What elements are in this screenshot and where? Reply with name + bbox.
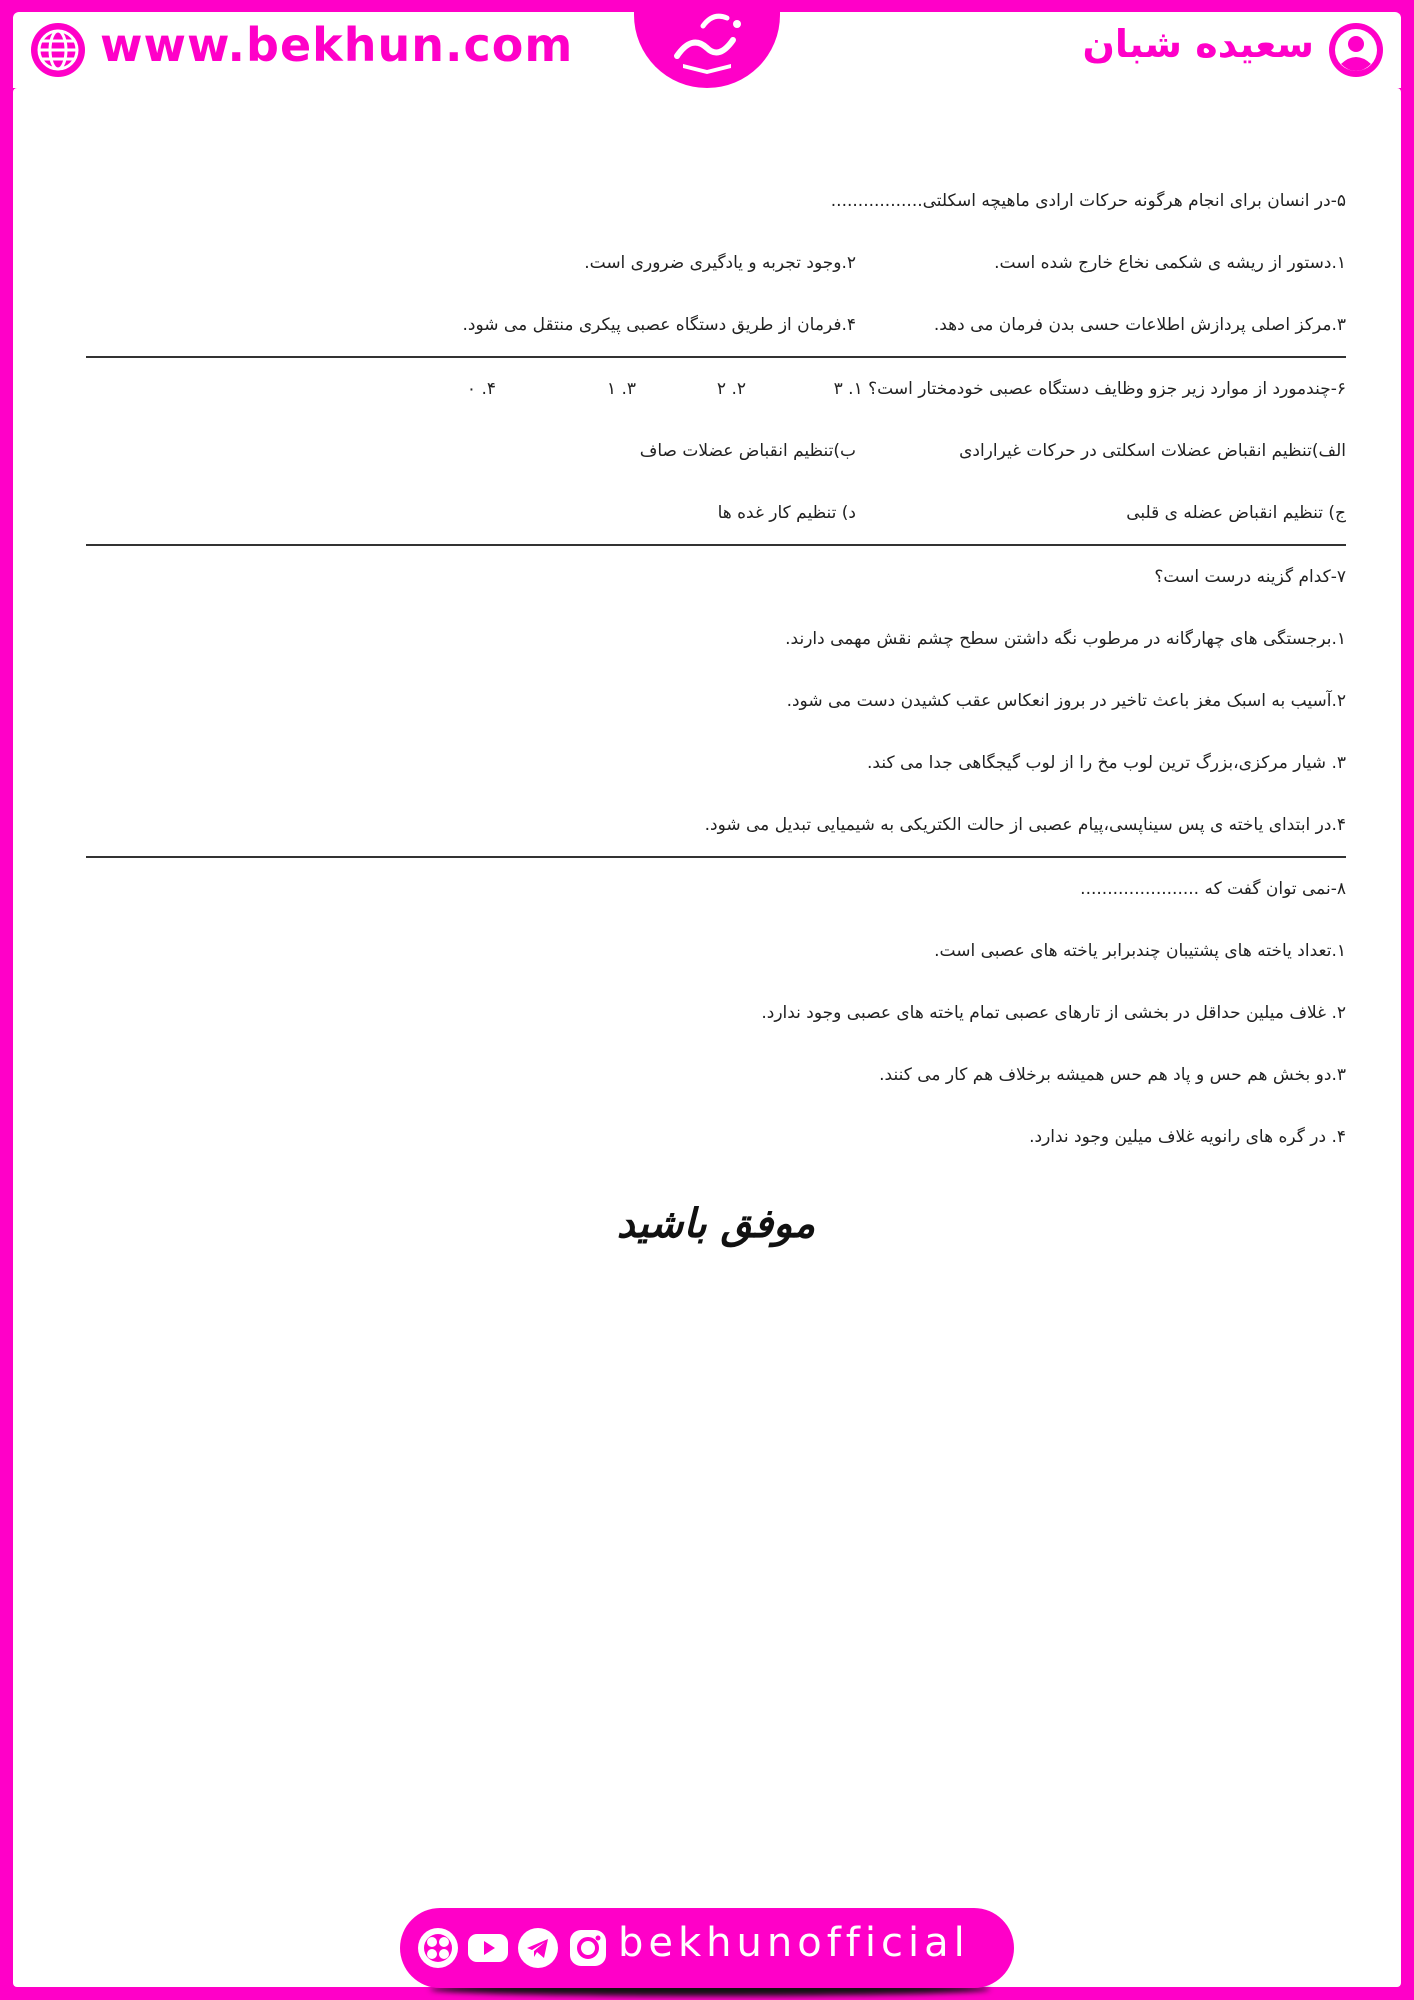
- question-7-option-3: ۳. شیار مرکزی،بزرگ ترین لوب مخ را از لوب گیجگاهی جدا می کند.: [867, 753, 1346, 773]
- author-name: سعیده شبان: [1082, 22, 1314, 66]
- question-6-choice-2: ۲. ۲: [716, 379, 746, 399]
- page-header: [0, 0, 1414, 88]
- question-5-stem: ۵-در انسان برای انجام هرگونه حرکات ارادی ماهیچه اسکلتی.................: [830, 191, 1346, 211]
- question-7-stem: ۷-کدام گزینه درست است؟: [1154, 567, 1346, 587]
- question-8-option-4: ۴. در گره های رانویه غلاف میلین وجود ندارد.: [1029, 1127, 1346, 1147]
- question-5-option-1: ۱.دستور از ریشه ی شکمی نخاع خارج شده است.: [994, 253, 1346, 273]
- social-handle[interactable]: bekhunofficial: [618, 1920, 970, 1966]
- question-8-option-3: ۳.دو بخش هم حس و پاد هم حس همیشه برخلاف هم کار می کنند.: [879, 1065, 1346, 1085]
- question-6-item-b: ب)تنظیم انقباض عضلات صاف: [639, 441, 856, 461]
- question-6-item-d: د) تنظیم کار غده ها: [717, 503, 856, 523]
- question-6-stem: ۶-چندمورد از موارد زیر جزو وظایف دستگاه عصبی خودمختار است؟ ۱. ۳: [833, 379, 1346, 399]
- aparat-icon[interactable]: [416, 1926, 460, 1970]
- signature: موفق باشید: [616, 1200, 816, 1247]
- question-6: [86, 358, 1346, 544]
- globe-icon: [28, 20, 88, 80]
- question-8: [86, 858, 1346, 1168]
- question-5-option-4: ۴.فرمان از طریق دستگاه عصبی پیکری منتقل می شود.: [462, 315, 856, 335]
- question-7-option-1: ۱.برجستگی های چهارگانه در مرطوب نگه داشتن سطح چشم نقش مهمی دارند.: [785, 629, 1346, 649]
- question-7-option-2: ۲.آسیب به اسبک مغز باعث تاخیر در بروز انعکاس عقب کشیدن دست می شود.: [786, 691, 1346, 711]
- question-7: [86, 546, 1346, 856]
- exam-content: [86, 170, 1346, 1168]
- question-5-option-3: ۳.مرکز اصلی پردازش اطلاعات حسی بدن فرمان می دهد.: [933, 315, 1346, 335]
- question-8-stem: ۸-نمی توان گفت که ......................: [1080, 879, 1346, 899]
- user-icon: [1326, 20, 1386, 80]
- question-5: [86, 170, 1346, 356]
- question-6-choice-3: ۳. ۱: [606, 379, 636, 399]
- question-6-item-c: ج) تنظیم انقباض عضله ی قلبی: [1126, 503, 1346, 523]
- question-8-option-1: ۱.تعداد یاخته های پشتیبان چندبرابر یاخته های عصبی است.: [934, 941, 1346, 961]
- footer-social-bar: [400, 1908, 1014, 1988]
- question-6-item-a: الف)تنظیم انقباض عضلات اسکلتی در حرکات غیرارادی: [959, 441, 1346, 461]
- question-7-option-4: ۴.در ابتدای یاخته ی پس سیناپسی،پیام عصبی از حالت الکتریکی به شیمیایی تبدیل می شود.: [704, 815, 1346, 835]
- site-url[interactable]: www.bekhun.com: [100, 18, 574, 72]
- brand-logo: [634, 0, 780, 88]
- question-8-option-2: ۲. غلاف میلین حداقل در بخشی از تارهای عصبی تمام یاخته های عصبی وجود ندارد.: [761, 1003, 1346, 1023]
- question-6-choice-4: ۴. ۰: [466, 379, 496, 399]
- logo-icon: [647, 4, 767, 84]
- question-5-option-2: ۲.وجود تجربه و یادگیری ضروری است.: [584, 253, 856, 273]
- telegram-icon[interactable]: [516, 1926, 560, 1970]
- youtube-icon[interactable]: [466, 1926, 510, 1970]
- instagram-icon[interactable]: [566, 1926, 610, 1970]
